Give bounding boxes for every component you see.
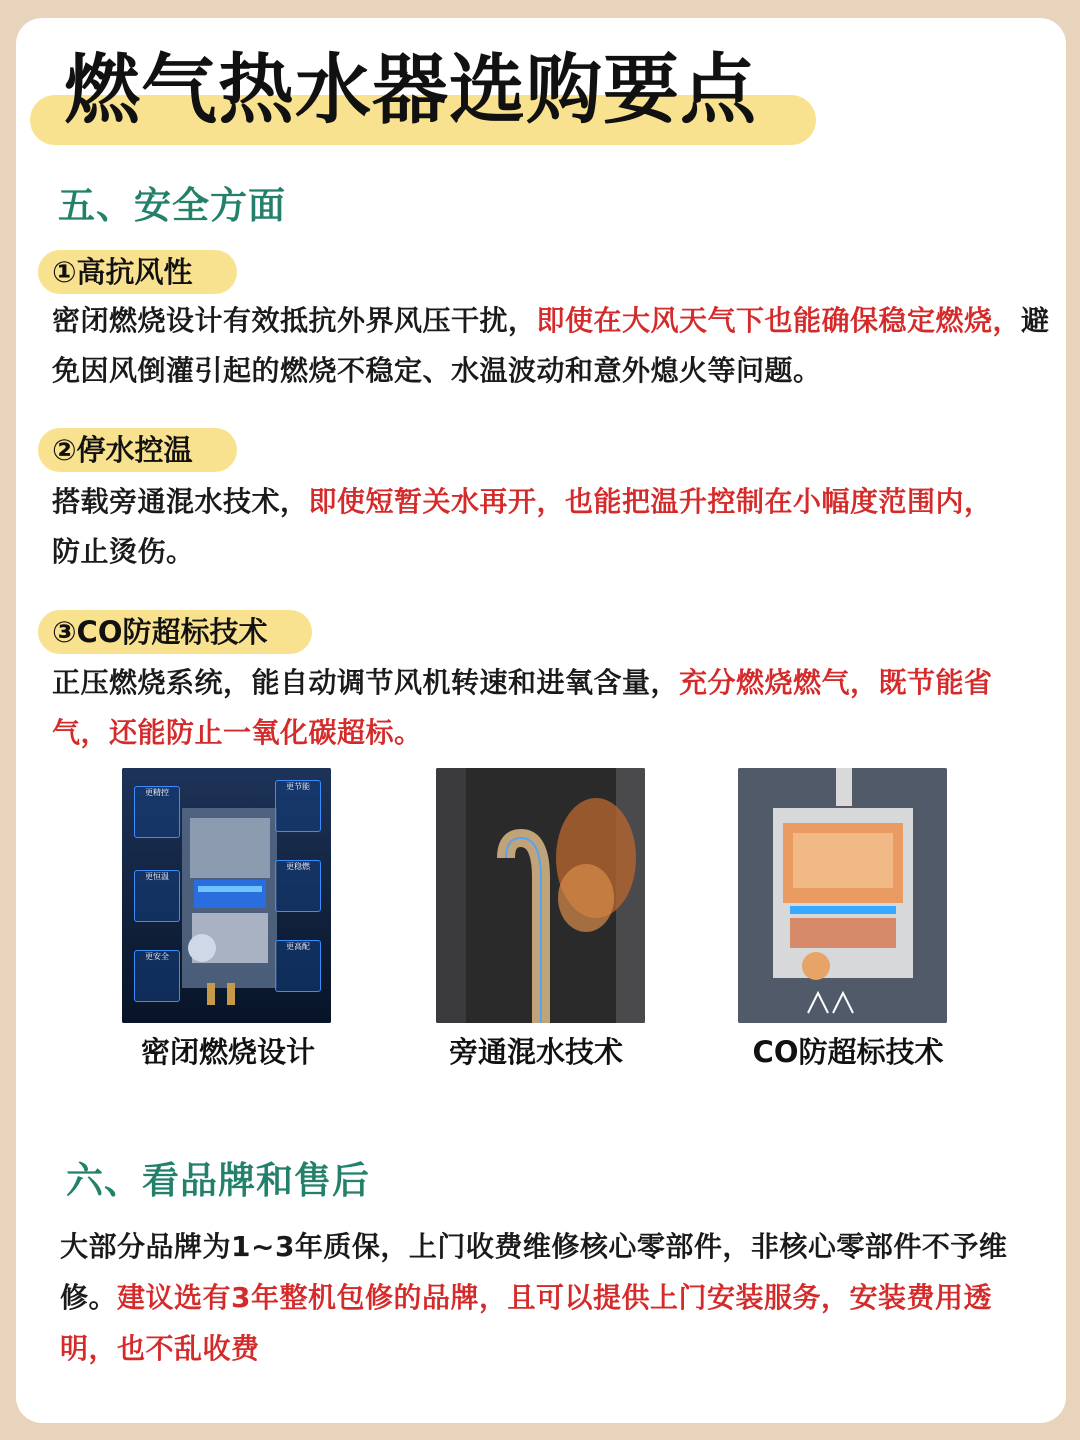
image-co-protection [738, 768, 947, 1023]
text-emphasis: 建议选有3年整机包修的品牌，且可以提供上门安装服务，安装费用透明，也不乱收费 [60, 1281, 993, 1365]
text-normal: 正压燃烧系统，能自动调节风机转速和进氧含量， [52, 666, 680, 699]
caption-bypass-mixing: 旁通混水技术 [448, 1035, 623, 1069]
page-title: 燃气热水器选购要点 [64, 45, 757, 134]
text-normal: 大部分品牌为1~3年质保，上门收费维修核心零部件，非核心零部件不予维修。 [60, 1230, 1008, 1314]
callout-label: 更精控 [145, 788, 169, 797]
caption-co-protection: CO防超标技术 [752, 1035, 944, 1069]
heater-airflow-illustration [738, 768, 947, 1023]
text-normal: 防止烫伤。 [52, 535, 195, 568]
callout-box [134, 786, 180, 838]
callout-box [275, 860, 321, 912]
text-emphasis: 即使短暂关水再开，也能把温升控制在小幅度范围内， [308, 485, 993, 518]
section-heading-brand: 六、看品牌和售后 [66, 1159, 370, 1202]
text-normal: 搭载旁通混水技术， [52, 485, 309, 518]
subheading-temp-control: ②停水控温 [38, 428, 237, 472]
pipe-illustration [436, 768, 645, 1023]
callout-box [275, 780, 321, 832]
callout-label: 更稳燃 [286, 862, 310, 871]
paragraph-brand-service [60, 1221, 1020, 1374]
text-normal: 避免因风倒灌引起的燃烧不稳定、水温波动和意外熄火等问题。 [52, 304, 1050, 387]
paragraph-wind-resistance [52, 296, 1052, 396]
subheading-wind-resistance: ①高抗风性 [38, 250, 237, 294]
section-heading-safety: 五、安全方面 [58, 184, 286, 227]
text-emphasis: 即使在大风天气下也能确保稳定燃烧， [536, 304, 1022, 337]
text-emphasis: 充分燃烧燃气，既节能省气，还能防止一氧化碳超标。 [52, 666, 993, 749]
image-bypass-mixing [436, 768, 645, 1023]
subheading-co-protection: ③CO防超标技术 [38, 610, 312, 654]
callout-box [134, 950, 180, 1002]
callout-label: 更安全 [145, 952, 169, 961]
callout-label: 更高配 [286, 942, 310, 951]
callout-label: 更节能 [286, 782, 310, 791]
callout-box [275, 940, 321, 992]
image-sealed-combustion [122, 768, 331, 1023]
callout-label: 更恒温 [145, 872, 169, 881]
text-normal: 密闭燃烧设计有效抵抗外界风压干扰， [52, 304, 537, 337]
caption-sealed-combustion: 密闭燃烧设计 [140, 1035, 315, 1069]
paragraph-co-protection [52, 658, 1032, 758]
paragraph-temp-control [52, 477, 1012, 577]
callout-box [134, 870, 180, 922]
